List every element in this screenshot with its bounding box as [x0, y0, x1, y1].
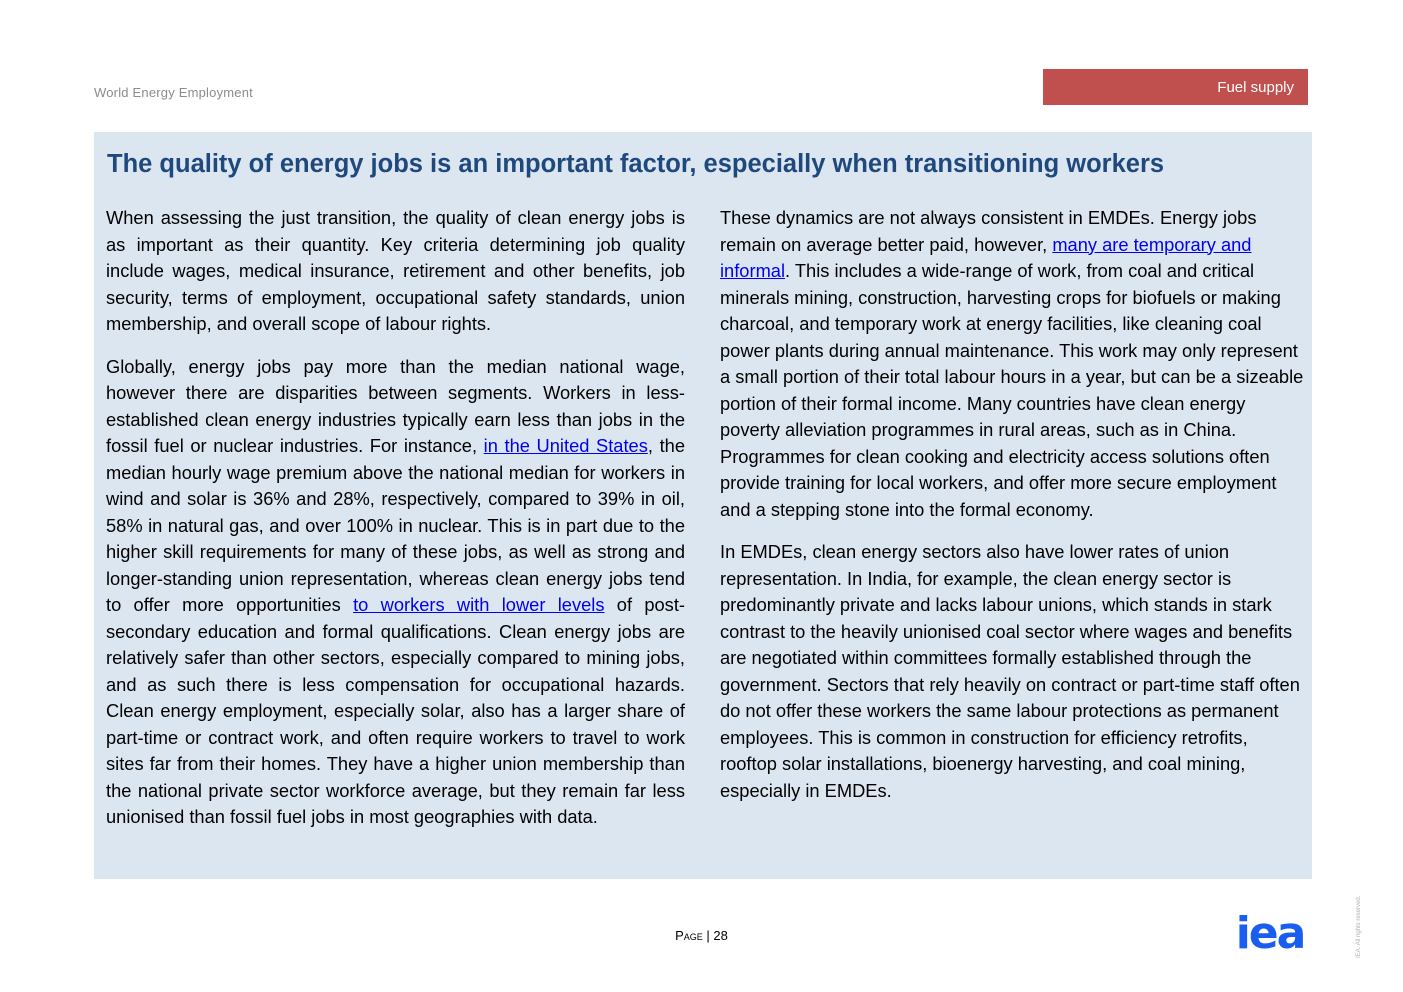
- right-paragraph-1: [720, 205, 1305, 523]
- left-paragraph-1: When assessing the just transition, the quality of clean energy jobs is as important as their quantity. Key criteria determining job quality include wages, medical insurance, retirement and other benefits, job security, terms of employment, occupational safety standards, union membership, and overall scope of labour rights.: [106, 207, 685, 334]
- page-number-value: 28: [713, 928, 728, 943]
- iea-logo-text: iea: [1235, 915, 1305, 953]
- right-paragraph-1-text-a: These dynamics are not always consistent in EMDEs. Energy jobs remain on average better paid, however,: [720, 207, 1257, 255]
- left-paragraph-2-text-a: Globally, energy jobs pay more than the median national wage, however there are disparities between segments. Workers in less-established clean energy industries typically earn less than jobs in the fossil fuel or nuclear industries. For instance,: [106, 355, 685, 456]
- page-separator: |: [702, 928, 714, 943]
- content-panel: [94, 132, 1312, 879]
- panel-title: The quality of energy jobs is an important factor, especially when transitioning workers: [107, 150, 1165, 178]
- left-paragraph-2-text-b: , the median hourly wage premium above the national median for workers in wind and solar is 36% and 28%, respectively, compared to 39% in oil, 58% in natural gas, and over 100% in nuclear. This is in part due to the higher skill requirements for many of these jobs, as well as strong and longer-standing union representation, whereas clean energy jobs tend to offer more opportunities: [106, 435, 685, 615]
- section-label: Fuel supply: [1217, 78, 1294, 96]
- page-label: Page: [675, 928, 703, 943]
- left-paragraph-2-text-c: of post-secondary education and formal qualifications. Clean energy jobs are relatively safer than other sectors, especially compared to mining jobs, and as such there is less compensation for occupational hazards. Clean energy employment, especially solar, also has a larger share of part-time or contract work, and often require workers to travel to work sites far from their homes. They have a higher union membership than the national private sector workforce average, but they remain far less unionised than fossil fuel jobs in most geographies with data.: [106, 594, 685, 827]
- report-title: World Energy Employment: [94, 85, 253, 100]
- left-column: [106, 205, 685, 847]
- rights-notice: IEA. All rights reserved.: [1356, 895, 1362, 958]
- link-in-the-united-states[interactable]: in the United States: [483, 435, 648, 456]
- page-number: [0, 928, 1403, 943]
- right-paragraph-1-text-b: . This includes a wide-range of work, from coal and critical minerals mining, construction, harvesting crops for biofuels or making charcoal, and temporary work at energy facilities, like cleaning coal power plants during annual maintenance. This work may only represent a small portion of their total labour hours in a year, but can be a sizeable portion of their formal income. Many countries have clean energy poverty alleviation programmes in rural areas, such as in China. Programmes for clean cooking and electricity access solutions often provide training for local workers, and offer more secure employment and a stepping stone into the formal economy.: [720, 260, 1304, 520]
- link-to-workers-with-lower-levels[interactable]: to workers with lower levels: [353, 594, 605, 615]
- link-many-are-temporary-and-informal[interactable]: many are temporary and informal: [720, 233, 1252, 281]
- left-paragraph-2: [106, 354, 685, 831]
- iea-logo: [1230, 915, 1310, 953]
- section-label-tab: [1043, 69, 1308, 105]
- right-paragraph-2: In EMDEs, clean energy sectors also have lower rates of union representation. In India, for example, the clean energy sector is predominantly private and lacks labour unions, which stands in stark contrast to the heavily unionised coal sector where wages and benefits are negotiated within committees formally established through the government. Sectors that rely heavily on contract or part-time staff often do not offer these workers the same labour protections as permanent employees. This is common in construction for efficiency retrofits, rooftop solar installations, bioenergy harvesting, and coal mining, especially in EMDEs.: [720, 541, 1300, 801]
- right-column: [720, 205, 1305, 820]
